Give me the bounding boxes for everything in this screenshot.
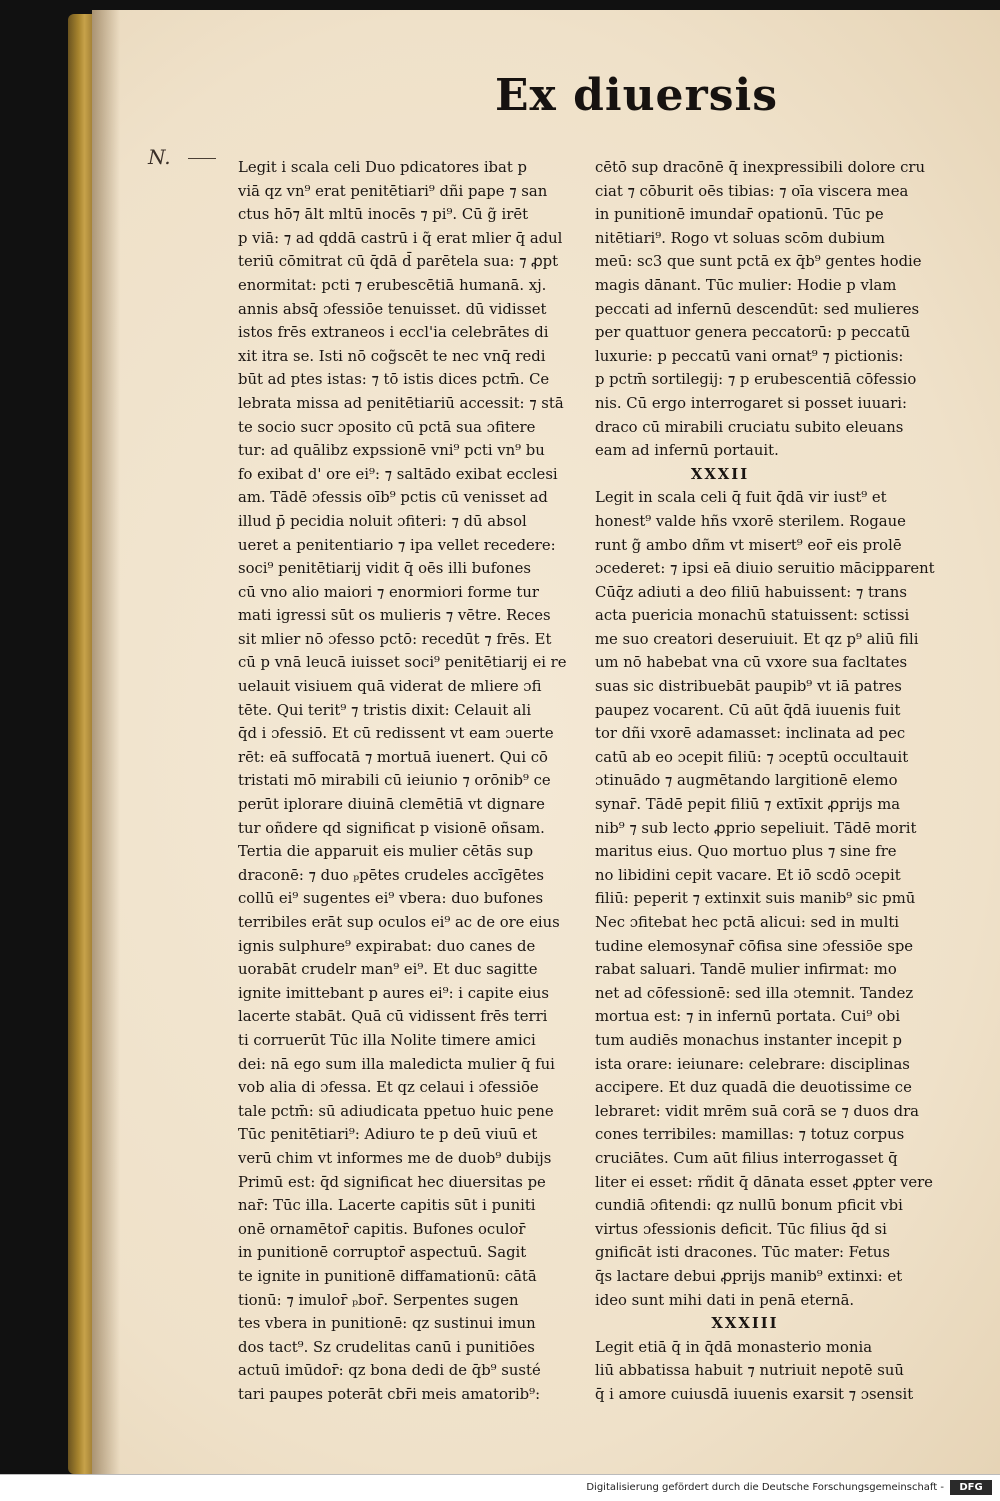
text-line: Tūc penitētiari⁹: Adiuro te p deū viuū et — [238, 1126, 538, 1144]
text-line: Legit etiā q̄ in q̄dā monasterio monia — [595, 1338, 873, 1356]
text-line: ti corruerūt Tūc illa Nolite timere amici — [238, 1031, 536, 1049]
text-line: honest⁹ valde hñs vxorē sterilem. Rogaue — [595, 512, 906, 530]
text-line: dei: nā ego sum illa maledicta mulier q̄ fui — [238, 1055, 555, 1073]
running-header: Ex diuersis — [495, 70, 778, 121]
text-line: tale pctm̄: sū adiudicata ppetuo huic pene — [238, 1102, 554, 1120]
text-line: vob alia di ɔfessa. Et qz celaui i ɔfessiōe — [238, 1079, 539, 1097]
text-line: illud p̄ pecidia noluit ɔfiteri: ⁊ dū absol — [238, 512, 527, 530]
text-line: lebraret: vidit mrēm suā corā se ⁊ duos dra — [595, 1102, 919, 1120]
text-line: Legit in scala celi q̄ fuit q̄dā vir iust⁹ et — [595, 489, 887, 507]
text-column-right — [595, 156, 955, 1406]
text-line: uorabāt crudelr man⁹ ei⁹. Et duc sagitte — [238, 961, 538, 979]
text-line: runt g̃ ambo dñm vt misert⁹ eor̄ eis prolē — [595, 536, 902, 554]
text-line: virtus ɔfessionis deficit. Tūc filius q̄d si — [595, 1220, 887, 1238]
text-line: acta puericia monachū statuissent: sctissi — [595, 607, 910, 625]
footer-bar — [0, 1474, 1000, 1501]
text-line: enormitat: pcti ⁊ erubescētiā humanā. xj. — [238, 276, 547, 294]
text-line: nar̄: Tūc illa. Lacerte capitis sūt i puniti — [238, 1197, 536, 1215]
text-line: cētō sup dracōnē q̄ inexpressibili dolore cru — [595, 159, 926, 176]
text-line: Legit i scala celi Duo pdicatores ibat p — [238, 159, 527, 176]
text-line: mati igressi sūt os mulieris ⁊ vētre. Reces — [238, 607, 551, 625]
text-line: collū ei⁹ sugentes ei⁹ vbera: duo bufones — [238, 890, 544, 908]
text-line: gnificāt isti dracones. Tūc mater: Fetus — [595, 1244, 890, 1262]
text-line: cū p vnā leucā iuisset soci⁹ penitētiarij ei re — [238, 654, 567, 672]
margin-note: N. — [148, 145, 171, 169]
text-line: istos frēs extraneos i eccl'ia celebrātes di — [238, 324, 549, 342]
text-line: in punitionē corruptor̄ aspectuū. Sagit — [238, 1244, 527, 1262]
text-line: tor dñi vxorē adamasset: inclinata ad pec — [595, 725, 906, 743]
text-line: paupez vocarent. Cū aūt q̄dā iuuenis fuit — [595, 701, 901, 719]
text-line: Primū est: q̄d significat hec diuersitas pe — [238, 1173, 546, 1191]
text-line: liū abbatissa habuit ⁊ nutriuit nepotē suū — [595, 1362, 904, 1380]
text-line: tionū: ⁊ imulor̄ ₚbor̄. Serpentes sugen — [238, 1291, 519, 1309]
text-line: tur oñdere qd significat p visionē oñsam. — [238, 819, 545, 837]
text-line: ctus hō⁊ ālt mltū inocēs ⁊ pi⁹. Cū g̃ irēt — [238, 206, 529, 224]
text-line: tum audiēs monachus instanter incepit p — [595, 1031, 903, 1049]
text-line: nitētiari⁹. Rogo vt soluas scōm dubium — [595, 229, 885, 247]
text-line: Cūq̄z adiuti a deo filiū habuissent: ⁊ trans — [595, 583, 907, 601]
text-line: lacerte stabāt. Quā cū vidissent frēs terri — [238, 1008, 548, 1026]
text-line: meū: sc3 que sunt pctā ex q̄b⁹ gentes hodie — [595, 253, 922, 271]
text-line: actuū imūdor̄: qz bona dedi de q̄b⁹ susté — [238, 1362, 541, 1380]
funding-credit: Digitalisierung gefördert durch die Deutsche Forschungsgemeinschaft - — [586, 1482, 944, 1493]
text-line: ista orare: ieiunare: celebrare: disciplinas — [595, 1055, 910, 1073]
text-line: cones terribiles: mamillas: ⁊ totuz corpus — [595, 1126, 905, 1144]
text-line: liter ei esset: rñdit q̄ dānata esset ꝓpter vere — [595, 1173, 933, 1191]
text-line: perūt iplorare diuinā clemētiā vt dignare — [238, 796, 545, 814]
text-line: q̄d i ɔfessiō. Et cū redissent vt eam ɔuerte — [238, 725, 554, 743]
text-line: tari paupes poterāt cbr̄i meis amatorib⁹: — [238, 1385, 541, 1403]
text-line: draconē: ⁊ duo ₚpētes crudeles accīgētes — [238, 866, 544, 884]
text-line: sit mlier nō ɔfesso pctō: recedūt ⁊ frēs. Et — [238, 630, 552, 648]
text-line: net ad cōfessionē: sed illa ɔtemnit. Tandez — [595, 984, 914, 1002]
text-line: draco cū mirabili cruciatu subito eleuans — [595, 418, 904, 436]
text-line: teriū cōmitrat cū q̄dā d̄ parētela sua: ⁊ ꝓpt — [238, 253, 559, 271]
text-line: fo exibat d' ore ei⁹: ⁊ saltādo exibat ecclesi — [238, 465, 558, 483]
text-line: ideo sunt mihi dati in penā eternā. — [595, 1291, 855, 1309]
text-line: xit itra se. Isti nō cog̃scēt te nec vnq̄ redi — [238, 347, 546, 365]
text-line: catū ab eo ɔcepit filiū: ⁊ ɔceptū occultauit — [595, 748, 909, 766]
text-line: in punitionē imundar̄ opationū. Tūc pe — [595, 206, 884, 224]
text-line: annis absq̄ ɔfessiōe tenuisset. dū vidisset — [238, 300, 547, 318]
text-line: synar̄. Tādē pepit filiū ⁊ extīxit ꝓprijs ma — [595, 796, 901, 814]
text-line: tudine elemosynar̄ cōfisa sine ɔfessiōe spe — [595, 937, 914, 955]
text-line: ɔcederet: ⁊ ipsi eā diuio seruitio mācipparent — [595, 560, 935, 578]
text-line: rēt: eā suffocatā ⁊ mortuā iuenert. Qui cō — [238, 748, 548, 766]
text-line: peccati ad infernū descendūt: sed mulieres — [595, 300, 920, 318]
text-line: filiū: peperit ⁊ extinxit suis manib⁹ sic pmū — [595, 890, 916, 908]
text-line: nis. Cū ergo interrogaret si posset iuuari: — [595, 394, 907, 412]
text-line: maritus eius. Quo mortuo plus ⁊ sine fre — [595, 843, 897, 861]
text-line: rabat saluari. Tandē mulier infirmat: mo — [595, 961, 897, 979]
text-line: cundiā ɔfitendi: qz nullū bonum pficit vbi — [595, 1197, 903, 1215]
text-line: luxurie: p peccatū vani ornat⁹ ⁊ pictionis: — [595, 347, 904, 365]
text-line: onē ornamētor̄ capitis. Bufones oculor̄ — [238, 1220, 526, 1238]
text-line: ueret a penitentiario ⁊ ipa vellet recedere: — [238, 536, 556, 554]
text-line: per quattuor genera peccatorū: p peccatū — [595, 324, 911, 342]
chapter-number: XXXII — [690, 465, 750, 483]
text-line: tēte. Qui terit⁹ ⁊ tristis dixit: Celauit ali — [238, 701, 532, 719]
margin-dash — [188, 158, 216, 159]
text-line: būt ad ptes istas: ⁊ tō istis dices pctm̄. Ce — [238, 371, 550, 389]
text-line: q̄s lactare debui ꝓprijs manib⁹ extinxi: et — [595, 1267, 903, 1285]
page-gutter-shadow — [92, 10, 120, 1474]
text-line: mortua est: ⁊ in infernū portata. Cui⁹ obi — [595, 1008, 901, 1026]
text-line: cū vno alio maiori ⁊ enormiori forme tur — [238, 583, 539, 601]
text-line: no libidini cepit vacare. Et iō scdō ɔcepit — [595, 866, 901, 884]
text-line: ɔtinuādo ⁊ augmētando largitionē elemo — [595, 772, 898, 790]
dfg-logo: DFG — [950, 1480, 992, 1495]
text-line: te socio sucr ɔposito cū pctā sua ɔfitere — [238, 418, 536, 436]
text-line: ignite imittebant p aures ei⁹: i capite eius — [238, 984, 550, 1002]
text-line: tristati mō mirabili cū ieiunio ⁊ orōnib⁹ ce — [238, 772, 551, 790]
text-column-left — [238, 156, 578, 1406]
text-line: verū chim vt informes me de duob⁹ dubijs — [238, 1149, 552, 1167]
text-line: p viā: ⁊ ad qddā castrū i q̃ erat mlier q̄ adul — [238, 229, 563, 247]
chapter-number: XXXIII — [711, 1315, 779, 1333]
text-line: eam ad infernū portauit. — [595, 442, 779, 460]
text-line: Tertia die apparuit eis mulier cētās sup — [238, 843, 534, 861]
text-line: tur: ad quālibz expssionē vni⁹ pcti vn⁹ bu — [238, 442, 545, 460]
text-line: cruciātes. Cum aūt filius interrogasset q̄ — [595, 1149, 898, 1167]
text-line: um nō habebat vna cū vxore sua facltates — [595, 654, 908, 672]
text-line: uelauit visiuem quā viderat de mliere ɔfi — [238, 678, 542, 696]
text-line: suas sic distribuebāt paupib⁹ vt iā patres — [595, 678, 902, 696]
text-line: p pctm̄ sortilegij: ⁊ p erubescentiā cōfessio — [595, 371, 917, 389]
text-line: viā qz vn⁹ erat penitētiari⁹ dñi pape ⁊ san — [238, 182, 548, 200]
text-line: Nec ɔfitebat hec pctā alicui: sed in multi — [595, 914, 899, 931]
text-line: tes vbera in punitionē: qz sustinui imun — [238, 1315, 536, 1333]
text-line: terribiles erāt sup oculos ei⁹ ac de ore eius — [238, 914, 560, 931]
text-line: am. Tādē ɔfessis oīb⁹ pctis cū venisset ad — [238, 489, 548, 507]
text-line: soci⁹ penitētiarij vidit q̄ oēs illi bufones — [238, 560, 531, 578]
text-line: me suo creatori deseruiuit. Et qz p⁹ aliū fili — [595, 630, 919, 648]
text-line: lebrata missa ad penitētiariū accessit: ⁊ stā — [238, 394, 564, 412]
text-line: q̄ i amore cuiusdā iuuenis exarsit ⁊ ɔsensit — [595, 1385, 914, 1403]
text-line: accipere. Et duz quadā die deuotissime ce — [595, 1079, 912, 1097]
text-line: ciat ⁊ cōburit oēs tibias: ⁊ oīa viscera mea — [595, 182, 909, 200]
text-line: ignis sulphure⁹ expirabat: duo canes de — [238, 937, 536, 955]
text-line: nib⁹ ⁊ sub lecto ꝓprio sepeliuit. Tādē morit — [595, 819, 917, 837]
text-line: dos tact⁹. Sz crudelitas canū i punitiōes — [238, 1338, 535, 1356]
text-line: te ignite in punitionē diffamationū: cātā — [238, 1267, 537, 1285]
text-line: magis dānant. Tūc mulier: Hodie p vlam — [595, 276, 897, 294]
